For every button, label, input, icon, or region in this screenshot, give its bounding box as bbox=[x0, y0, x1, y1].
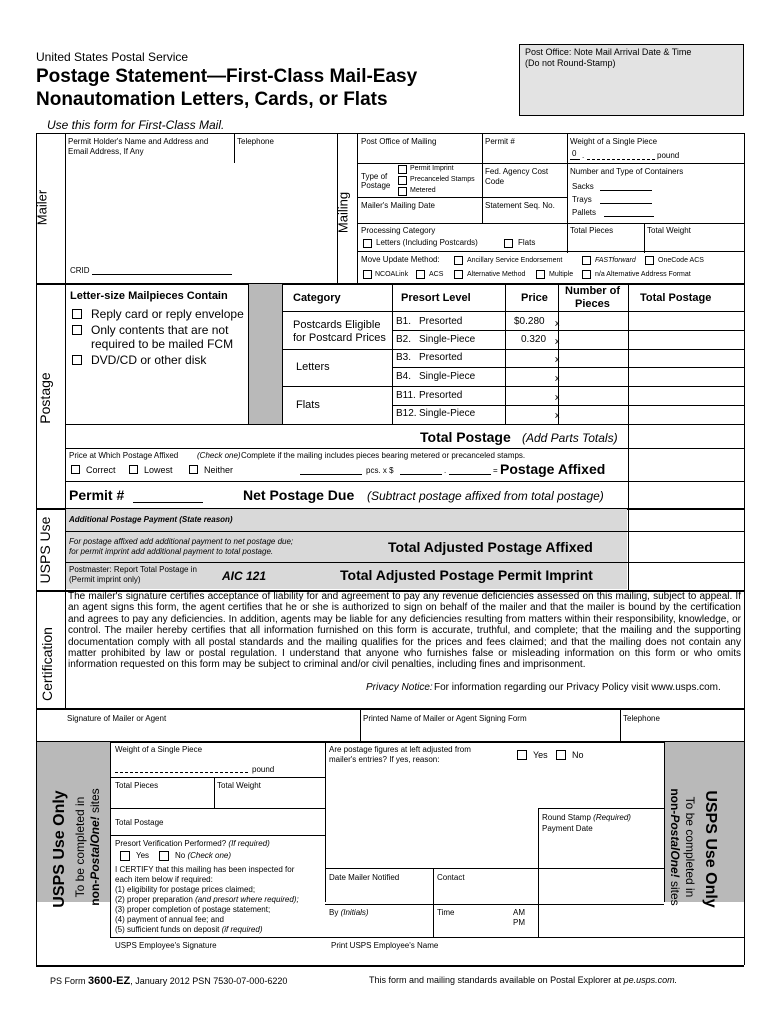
seq-label: Statement Seq. No. bbox=[485, 201, 555, 210]
flats-checkbox[interactable] bbox=[504, 239, 513, 248]
adjusted-no-checkbox[interactable] bbox=[556, 750, 566, 760]
privacy-label: Privacy Notice: bbox=[366, 682, 433, 693]
correct-label: Correct bbox=[86, 465, 116, 475]
certify-line7-text: (5) sufficient funds on deposit bbox=[115, 925, 220, 934]
total-postage-label: Total Postage bbox=[420, 429, 511, 445]
metered-checkbox[interactable] bbox=[398, 187, 407, 196]
acs-checkbox[interactable] bbox=[416, 270, 425, 279]
letters-label: Letters (Including Postcards) bbox=[376, 238, 478, 247]
usps-only-sub2c-right: sites bbox=[668, 877, 682, 906]
usps-only-title-left: USPS Use Only bbox=[51, 790, 68, 908]
certify-line7 bbox=[115, 925, 263, 934]
fcm-label1: Only contents that are not bbox=[91, 323, 229, 337]
employee-name-label: Print USPS Employee's Name bbox=[331, 941, 439, 950]
postmaster-label1: Postmaster: Report Total Postage in bbox=[69, 565, 197, 574]
footer-form-label: PS Form bbox=[50, 976, 86, 986]
am-label: AM bbox=[513, 908, 525, 917]
mailing-section-label: Mailing bbox=[335, 191, 351, 234]
po-stamp-label1: Post Office: Note Mail Arrival Date & Time bbox=[525, 47, 692, 57]
col-num1: Number of bbox=[565, 285, 620, 297]
usps-only-sub1-right: To be completed in bbox=[683, 796, 697, 898]
lowest-checkbox[interactable] bbox=[129, 465, 138, 474]
pm-label: PM bbox=[513, 918, 525, 927]
fastforward-label: FASTforward bbox=[595, 257, 636, 264]
row-b2-code: B2. bbox=[396, 334, 412, 345]
usps-only-title-right: USPS Use Only bbox=[702, 790, 719, 908]
total-postage-sub: (Add Parts Totals) bbox=[522, 431, 618, 445]
footer-form-number: 3600-EZ bbox=[88, 975, 131, 987]
by-label bbox=[329, 908, 369, 917]
net-postage-sub: (Subtract postage affixed from total postage) bbox=[367, 489, 604, 503]
total-weight-label: Total Weight bbox=[647, 226, 691, 235]
neither-label: Neither bbox=[204, 465, 234, 475]
ancillary-label: Ancillary Service Endorsement bbox=[467, 257, 563, 264]
usps-pound-label: pound bbox=[252, 765, 275, 774]
ancillary-checkbox[interactable] bbox=[454, 256, 463, 265]
presort-label bbox=[115, 839, 270, 848]
footer-form bbox=[50, 975, 287, 987]
usps-only-sub2c-left: sites bbox=[88, 788, 102, 817]
by-text: By bbox=[329, 908, 339, 917]
mailer-section-label: Mailer bbox=[34, 189, 50, 226]
round-stamp-label bbox=[542, 813, 631, 822]
holder-label1: Permit Holder's Name and Address and bbox=[68, 137, 209, 146]
certify-line3: (1) eligibility for postage prices claimed; bbox=[115, 885, 256, 894]
letters-checkbox[interactable] bbox=[363, 239, 372, 248]
permit-imprint-label: Permit Imprint bbox=[410, 165, 454, 172]
row-b12-code: B12. bbox=[396, 408, 417, 419]
adj-affixed-label: Total Adjusted Postage Affixed bbox=[388, 539, 593, 555]
adj-permit-label: Total Adjusted Postage Permit Imprint bbox=[340, 567, 593, 583]
presort-check-one: (Check one) bbox=[187, 851, 232, 860]
adj-note2: for permit imprint add additional payment to total postage. bbox=[69, 547, 274, 556]
certification-label: Certification bbox=[39, 627, 55, 701]
certify-line7-required: (if required) bbox=[221, 925, 263, 934]
precanceled-checkbox[interactable] bbox=[398, 176, 407, 185]
row-b1-x: x bbox=[555, 318, 560, 328]
pallets-label: Pallets bbox=[572, 208, 597, 217]
privacy-text: For information regarding our Privacy Policy visit www.usps.com. bbox=[434, 682, 721, 693]
mailing-date-label: Mailer's Mailing Date bbox=[361, 201, 435, 210]
adjusted-label1: Are postage figures at left adjusted from bbox=[329, 745, 471, 754]
col-category: Category bbox=[293, 292, 341, 304]
adjusted-no-label: No bbox=[572, 750, 584, 760]
row-b11-x: x bbox=[555, 392, 560, 402]
adj-note1: For postage affixed add additional payment to net postage due; bbox=[69, 537, 294, 546]
neither-checkbox[interactable] bbox=[189, 465, 198, 474]
col-num2: Pieces bbox=[575, 298, 610, 310]
row-b12-level: Single-Piece bbox=[419, 408, 476, 419]
adjusted-yes-checkbox[interactable] bbox=[517, 750, 527, 760]
presort-no-checkbox[interactable] bbox=[159, 851, 169, 861]
presort-yes-checkbox[interactable] bbox=[120, 851, 130, 861]
multiple-checkbox[interactable] bbox=[536, 270, 545, 279]
move-update-label: Move Update Method: bbox=[361, 255, 440, 264]
usps-only-sub2a-left: non- bbox=[88, 879, 102, 906]
usps-only-sub2a-right: non- bbox=[668, 788, 682, 815]
cat-postcards1: Postcards Eligible bbox=[293, 319, 381, 331]
weight-label: Weight of a Single Piece bbox=[570, 137, 658, 146]
row-b11-level: Presorted bbox=[419, 390, 463, 401]
fed-agency-label2: Code bbox=[485, 177, 505, 186]
net-postage-label: Net Postage Due bbox=[243, 487, 355, 503]
presort-yes-label: Yes bbox=[136, 851, 150, 860]
reply-card-label: Reply card or reply envelope bbox=[91, 307, 244, 321]
row-b2-level: Single-Piece bbox=[419, 334, 476, 345]
row-b2-price: 0.320 bbox=[521, 334, 547, 345]
row-b11-code: B11. bbox=[396, 390, 416, 401]
usps-total-weight-label: Total Weight bbox=[217, 781, 261, 790]
cat-flats: Flats bbox=[296, 399, 320, 411]
usps-only-sub1-left: To be completed in bbox=[73, 796, 87, 898]
col-total: Total Postage bbox=[640, 292, 712, 304]
dvd-checkbox[interactable] bbox=[72, 355, 82, 365]
fcm-checkbox[interactable] bbox=[72, 325, 82, 335]
employee-signature-label: USPS Employee's Signature bbox=[115, 941, 217, 950]
total-pieces-label: Total Pieces bbox=[570, 226, 614, 235]
lowest-label: Lowest bbox=[144, 465, 173, 475]
po-stamp-label2: (Do not Round-Stamp) bbox=[525, 58, 616, 68]
footer-url[interactable]: pe.usps.com. bbox=[623, 975, 678, 985]
onecode-label: OneCode ACS bbox=[658, 257, 704, 264]
footer-form-date: , January 2012 PSN 7530-07-000-6220 bbox=[130, 976, 288, 986]
col-presort: Presort Level bbox=[401, 292, 471, 304]
row-b1-code: B1. bbox=[396, 316, 412, 327]
holder-label2: Email Address, If Any bbox=[68, 147, 144, 156]
ncoa-checkbox[interactable] bbox=[363, 270, 372, 279]
telephone-label: Telephone bbox=[237, 137, 274, 146]
payment-date-label: Payment Date bbox=[542, 824, 593, 833]
col-price: Price bbox=[521, 292, 548, 304]
certify-line5: (3) proper completion of postage statement; bbox=[115, 905, 271, 914]
tel-label: Telephone bbox=[623, 714, 660, 723]
contact-label: Contact bbox=[437, 873, 465, 882]
certify-line4-text: (2) proper preparation bbox=[115, 895, 193, 904]
time-label: Time bbox=[437, 908, 455, 917]
row-b12-x: x bbox=[555, 410, 560, 420]
usps-only-sub2-left bbox=[88, 777, 102, 917]
presort-no-label bbox=[175, 851, 231, 860]
pcs-label: pcs. x $ bbox=[366, 466, 394, 475]
ncoa-label: NCOALink bbox=[375, 271, 409, 278]
permit-hash-label: Permit # bbox=[69, 487, 125, 503]
row-b4-level: Single-Piece bbox=[419, 371, 476, 382]
type-postage-label1: Type of bbox=[361, 172, 388, 181]
crid-label: CRID bbox=[70, 266, 90, 275]
certify-line6: (4) payment of annual fee; and bbox=[115, 915, 224, 924]
po-mailing-label: Post Office of Mailing bbox=[361, 137, 437, 146]
weight-single-label: Weight of a Single Piece bbox=[115, 745, 203, 754]
row-b3-code: B3. bbox=[396, 352, 412, 363]
reply-card-checkbox[interactable] bbox=[72, 309, 82, 319]
postage-section-label: Postage bbox=[37, 372, 53, 424]
na-alt-checkbox[interactable] bbox=[582, 270, 591, 279]
row-b3-x: x bbox=[555, 354, 560, 364]
row-b2-x: x bbox=[555, 336, 560, 346]
additional-payment-label: Additional Postage Payment (State reason) bbox=[69, 515, 233, 524]
affixed-check: (Check one) bbox=[197, 451, 241, 460]
usps-total-pieces-label: Total Pieces bbox=[115, 781, 159, 790]
fastforward-checkbox[interactable] bbox=[582, 256, 591, 265]
eq-label: = bbox=[493, 466, 498, 475]
footer-standards bbox=[369, 975, 677, 985]
onecode-checkbox[interactable] bbox=[645, 256, 654, 265]
precanceled-label: Precanceled Stamps bbox=[410, 176, 475, 183]
form-title-line2: Nonautomation Letters, Cards, or Flats bbox=[36, 89, 388, 110]
usps-only-sub2b-left: PostalOne! bbox=[88, 816, 102, 880]
fed-agency-label1: Fed. Agency Cost bbox=[485, 167, 549, 176]
type-postage-label2: Postage bbox=[361, 181, 391, 190]
cat-postcards2: for Postcard Prices bbox=[293, 332, 386, 344]
acs-label: ACS bbox=[429, 271, 444, 278]
permit-label: Permit # bbox=[485, 137, 515, 146]
row-b4-code: B4. bbox=[396, 371, 412, 382]
usps-only-sub2b-right: PostalOne! bbox=[668, 814, 682, 878]
flats-label: Flats bbox=[518, 238, 536, 247]
sacks-label: Sacks bbox=[572, 182, 594, 191]
round-stamp-required: (Required) bbox=[593, 813, 631, 822]
form-title-line1: Postage Statement—First-Class Mail-Easy bbox=[36, 66, 418, 87]
adjusted-yes-label: Yes bbox=[533, 750, 548, 760]
affixed-label2: Complete if the mailing includes pieces bearing metered or precanceled stamps. bbox=[241, 451, 526, 460]
form-instruction: Use this form for First-Class Mail. bbox=[47, 118, 225, 132]
row-b4-x: x bbox=[555, 373, 560, 383]
printed-name-label: Printed Name of Mailer or Agent Signing Form bbox=[363, 714, 527, 723]
affixed-label1: Price at Which Postage Affixed bbox=[69, 451, 179, 460]
dvd-label: DVD/CD or other disk bbox=[91, 353, 207, 367]
postmaster-label2: (Permit imprint only) bbox=[69, 575, 141, 584]
alt-method-label: Alternative Method bbox=[467, 271, 526, 278]
weight-zero: 0 bbox=[572, 149, 577, 158]
fcm-label2: required to be mailed FCM bbox=[91, 337, 234, 351]
pound-label: pound bbox=[657, 151, 680, 160]
usps-use-label: USPS Use bbox=[37, 516, 53, 584]
weight-dot: . bbox=[582, 151, 585, 160]
trays-label: Trays bbox=[572, 195, 592, 204]
cat-letters: Letters bbox=[296, 361, 330, 373]
containers-label: Number and Type of Containers bbox=[570, 167, 684, 176]
footer-standards-text: This form and mailing standards available on Postal Explorer at bbox=[369, 975, 622, 985]
presort-no-text: No bbox=[175, 851, 186, 860]
contain-title: Letter-size Mailpieces Contain bbox=[70, 290, 228, 302]
presort-text: Presort Verification Performed? bbox=[115, 839, 227, 848]
certify-line1: I CERTIFY that this mailing has been inspected for bbox=[115, 865, 295, 874]
certification-text: The mailer's signature certifies acceptance of liability for and agreement to pay any revenue deficiencies assessed on this mailing, subject to appeal. If an agent signs this form, the agent certifies that he or she is authorized to sign on behalf of the mailer and that the mailer is bound by the certification and agrees to pay any deficiencies. In addition, agents may be liable for any deficiencies resulting from matters within their responsibility, knowledge, or control. The mailer hereby certifies that all information furnished on this form is accurate, truthful, and complete; that the mailing and the supporting documentation comply with all postal standards and the mailing qualifies for the prices and fees claimed; and that the mailing does not contain any matter prohibited by law or postal regulation. I understand that anyone who furnishes false or misleading information on this form or who omits information requested on this form may be subject to criminal and/or civil penalties, including fines and imprisonment. bbox=[68, 591, 741, 671]
by-initials: (Initials) bbox=[340, 908, 369, 917]
alt-method-checkbox[interactable] bbox=[454, 270, 463, 279]
metered-label: Metered bbox=[410, 187, 436, 194]
correct-checkbox[interactable] bbox=[71, 465, 80, 474]
certify-line4 bbox=[115, 895, 299, 904]
usps-only-sub2-right bbox=[668, 777, 682, 917]
processing-label: Processing Category bbox=[361, 226, 436, 235]
round-stamp-text: Round Stamp bbox=[542, 813, 591, 822]
row-b1-price: $0.280 bbox=[514, 316, 545, 327]
multiple-label: Multiple bbox=[549, 271, 574, 278]
postage-affixed-label: Postage Affixed bbox=[500, 461, 606, 477]
certify-line4-presort: (and presort where required); bbox=[195, 895, 299, 904]
agency-name: United States Postal Service bbox=[36, 50, 189, 64]
adjusted-label2: mailer's entries? If yes, reason: bbox=[329, 755, 440, 764]
aic-label: AIC 121 bbox=[222, 569, 267, 583]
presort-if: (If required) bbox=[228, 839, 270, 848]
row-b3-level: Presorted bbox=[419, 352, 463, 363]
na-alt-label: n/a Alternative Address Format bbox=[595, 271, 691, 278]
permit-imprint-checkbox[interactable] bbox=[398, 165, 407, 174]
usps-total-postage-label: Total Postage bbox=[115, 818, 164, 827]
date-notified-label: Date Mailer Notified bbox=[329, 873, 400, 882]
certify-line2: each item below if required: bbox=[115, 875, 213, 884]
dot-label: . bbox=[444, 466, 447, 475]
signature-label: Signature of Mailer or Agent bbox=[67, 714, 167, 723]
row-b1-level: Presorted bbox=[419, 316, 463, 327]
